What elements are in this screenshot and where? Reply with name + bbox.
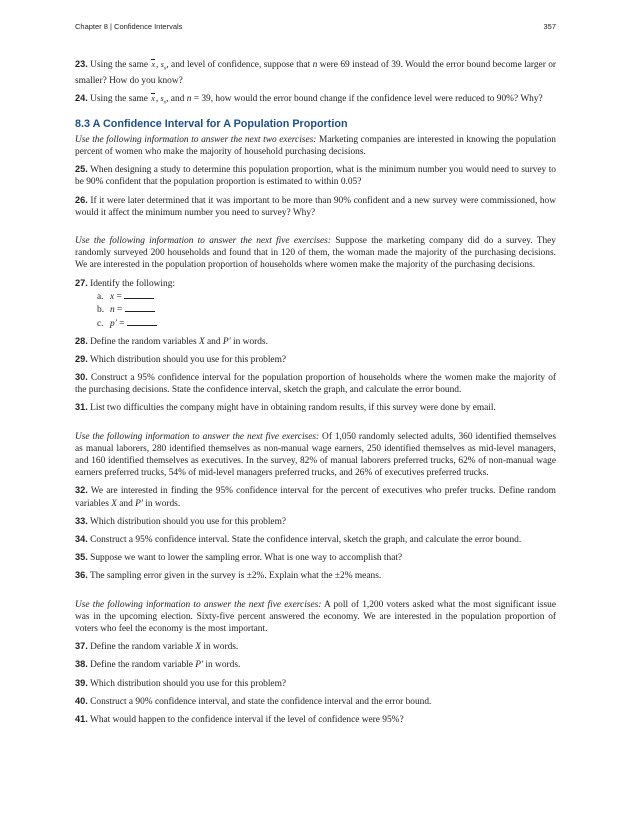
exercise-number: 39. [75, 677, 88, 688]
equals-sign: = [116, 319, 127, 330]
section-heading: 8.3 A Confidence Interval for A Population Proportion [75, 117, 348, 130]
intro-paragraph-4 [75, 599, 556, 636]
exercise-number: 24. [75, 93, 88, 103]
exercise-26 [75, 194, 556, 219]
x-bar-symbol: x [150, 93, 156, 105]
exercise-number: 36. [75, 570, 88, 581]
intro-lead: Use the following information to answer the next two exercises: [75, 134, 317, 145]
separator: , [156, 60, 161, 70]
exercise-text: Construct a 95% confidence interval for the population proportion of households where the women make the majority of the purchasing decisions. State the confidence interval, sketch the graph, and calculate the error bound. [75, 373, 556, 396]
exercise-text: were 69 instead of 39. Would the error bound become larger or smaller? How do you know? [75, 60, 557, 86]
intro-text: Of 1,050 randomly selected adults, 360 identified themselves as manual laborers, 280 identified themselves as non-manual wage earners, 250 identified themselves as mid-level managers, and 160 identified themselves as executives. In the survey, 82% of manual laborers preferred trucks, 62% of non-manual wage earners preferred trucks, 54% of mid-level managers preferred trucks, and 26% of executives preferred trucks. [75, 431, 556, 479]
exercise-text: List two difficulties the company might have in obtaining random results, if this survey were done by email. [90, 403, 496, 414]
exercise-number: 33. [75, 515, 88, 526]
spacer [75, 224, 556, 235]
exercise-25 [75, 163, 556, 188]
random-variable: X [195, 642, 202, 653]
exercise-29 [75, 353, 556, 366]
exercise-number: 27. [75, 277, 88, 288]
answer-blank[interactable] [127, 317, 157, 326]
intro-lead: Use the following information to answer the next five exercises: [75, 431, 320, 442]
sub-item-variable: p′ [110, 319, 117, 330]
exercise-41 [75, 713, 556, 726]
sub-item-label: c. [97, 319, 104, 330]
n-variable: n [186, 94, 192, 104]
exercise-text: in words. [230, 336, 268, 347]
exercise-text: Construct a 95% confidence interval. State the confidence interval, sketch the graph, and calculate the error bound. [90, 535, 522, 546]
exercise-number: 34. [75, 534, 88, 545]
n-variable: n [312, 60, 318, 70]
exercise-text: Define the random variable [90, 642, 196, 653]
exercise-32 [75, 484, 556, 509]
intro-text: Suppose the marketing company did do a survey. They randomly surveyed 200 households and found that in 120 of them, the woman made the majority of the purchasing decisions. We are interested in the population proportion of households where women make the majority of the purchasing decisions. [75, 236, 556, 271]
exercise-text: Suppose we want to lower the sampling error. What is one way to accomplish that? [90, 553, 403, 564]
intro-lead: Use the following information to answer the next five exercises: [75, 599, 322, 610]
exercise-33 [75, 515, 556, 528]
exercise-30 [75, 371, 556, 396]
exercise-text: Identify the following: [90, 278, 176, 289]
spacer [75, 420, 556, 431]
exercise-40 [75, 695, 556, 708]
random-variable: X [111, 498, 117, 509]
exercise-23 [75, 58, 556, 87]
exercise-number: 25. [75, 164, 88, 175]
exercise-text: , and level of confidence, suppose that [166, 60, 313, 70]
exercise-text: and [204, 336, 223, 347]
intro-text: A poll of 1,200 voters asked what the most significant issue was in the upcoming election. Sixty-five percent answered the economy. We are interested in the population proportion of voters who feel the economy is the most important. [75, 599, 556, 635]
exercise-text: Define the random variable [90, 660, 196, 671]
random-variable: P′ [135, 498, 143, 509]
sub-item-c [97, 317, 556, 331]
sub-item-label: a. [97, 291, 104, 302]
exercise-number: 23. [75, 59, 88, 69]
page-number: 357 [543, 22, 556, 31]
exercise-number: 30. [75, 372, 88, 383]
exercise-text: Using the same [90, 94, 151, 104]
exercise-text: in words. [142, 498, 181, 509]
exercise-37 [75, 640, 556, 653]
exercise-number: 26. [75, 194, 88, 205]
exercise-text: in words. [203, 660, 241, 671]
sub-item-variable: x [110, 291, 115, 302]
running-header [75, 22, 556, 36]
intro-paragraph-2 [75, 235, 556, 272]
answer-blank[interactable] [125, 303, 155, 312]
x-subscript: x [163, 99, 167, 106]
equals-sign: = [114, 291, 125, 302]
exercise-number: 38. [75, 659, 88, 670]
exercise-text: Which distribution should you use for this problem? [89, 678, 287, 689]
exercise-number: 31. [75, 402, 88, 413]
equals-sign: = [114, 305, 125, 316]
exercise-text: The sampling error given in the survey is ±2%. Explain what the ±2% means. [89, 571, 382, 582]
exercise-number: 32. [75, 485, 88, 496]
exercise-number: 28. [75, 335, 88, 346]
exercise-text: Define the random variables [90, 336, 199, 347]
exercise-list [75, 58, 556, 731]
sub-item-a [97, 290, 556, 304]
exercise-text: When designing a study to determine this population proportion, what is the minimum number you would need to survey to be 90% confident that the population proportion is estimated to within 0.05? [75, 165, 556, 188]
intro-text: Marketing companies are interested in knowing the population percent of women who make the majority of household purchasing decisions. [75, 134, 556, 157]
intro-paragraph-1 [75, 134, 556, 158]
exercise-text: , and [166, 94, 187, 104]
x-subscript: x [163, 65, 167, 72]
exercise-34 [75, 533, 556, 546]
exercise-number: 29. [75, 353, 88, 364]
random-variable: P′ [222, 336, 231, 347]
exercise-text: What would happen to the confidence interval if the level of confidence were 95%? [89, 715, 404, 726]
sub-item-label: b. [97, 305, 105, 316]
sub-item-b [97, 303, 556, 317]
exercise-38 [75, 658, 556, 671]
exercise-text: We are interested in finding the 95% confidence interval for the percent of executives who prefer trucks. Define random variables [75, 486, 556, 509]
exercise-number: 37. [75, 641, 88, 652]
chapter-title: Chapter 8 | Confidence Intervals [75, 22, 183, 31]
intro-paragraph-3 [75, 431, 556, 480]
exercise-text: Using the same [90, 60, 151, 70]
exercise-39 [75, 677, 556, 690]
x-bar-symbol: x [150, 59, 156, 71]
exercise-28 [75, 335, 556, 348]
intro-lead: Use the following information to answer the next five exercises: [75, 236, 331, 247]
exercise-text: Which distribution should you use for this problem? [89, 516, 287, 527]
exercise-number: 40. [75, 695, 88, 706]
exercise-text: If it were later determined that it was important to be more than 90% confident and a new survey were commissioned, how would it affect the minimum number you need to survey? Why? [75, 195, 556, 218]
exercise-number: 41. [75, 714, 88, 725]
exercise-text: Which distribution should you use for this problem? [89, 354, 287, 365]
spacer [75, 588, 556, 599]
exercise-35 [75, 551, 556, 564]
exercise-number: 35. [75, 552, 88, 563]
exercise-36 [75, 569, 556, 582]
answer-blank[interactable] [124, 290, 154, 299]
separator: , [155, 94, 161, 104]
s-symbol: s [160, 94, 164, 103]
exercise-text: = 39, how would the error bound change if the confidence level were reduced to 90%? Why? [191, 94, 543, 104]
sub-item-variable: n [110, 305, 115, 316]
exercise-text: Construct a 90% confidence interval, and state the confidence interval and the error bound. [90, 696, 432, 707]
exercise-24 [75, 92, 556, 109]
exercise-text: and [116, 498, 136, 509]
random-variable: P′ [195, 660, 204, 671]
random-variable: X [198, 336, 205, 347]
exercise-text: in words. [201, 642, 239, 653]
exercise-27 [75, 277, 556, 331]
s-symbol: s [160, 60, 164, 69]
exercise-31 [75, 401, 556, 414]
